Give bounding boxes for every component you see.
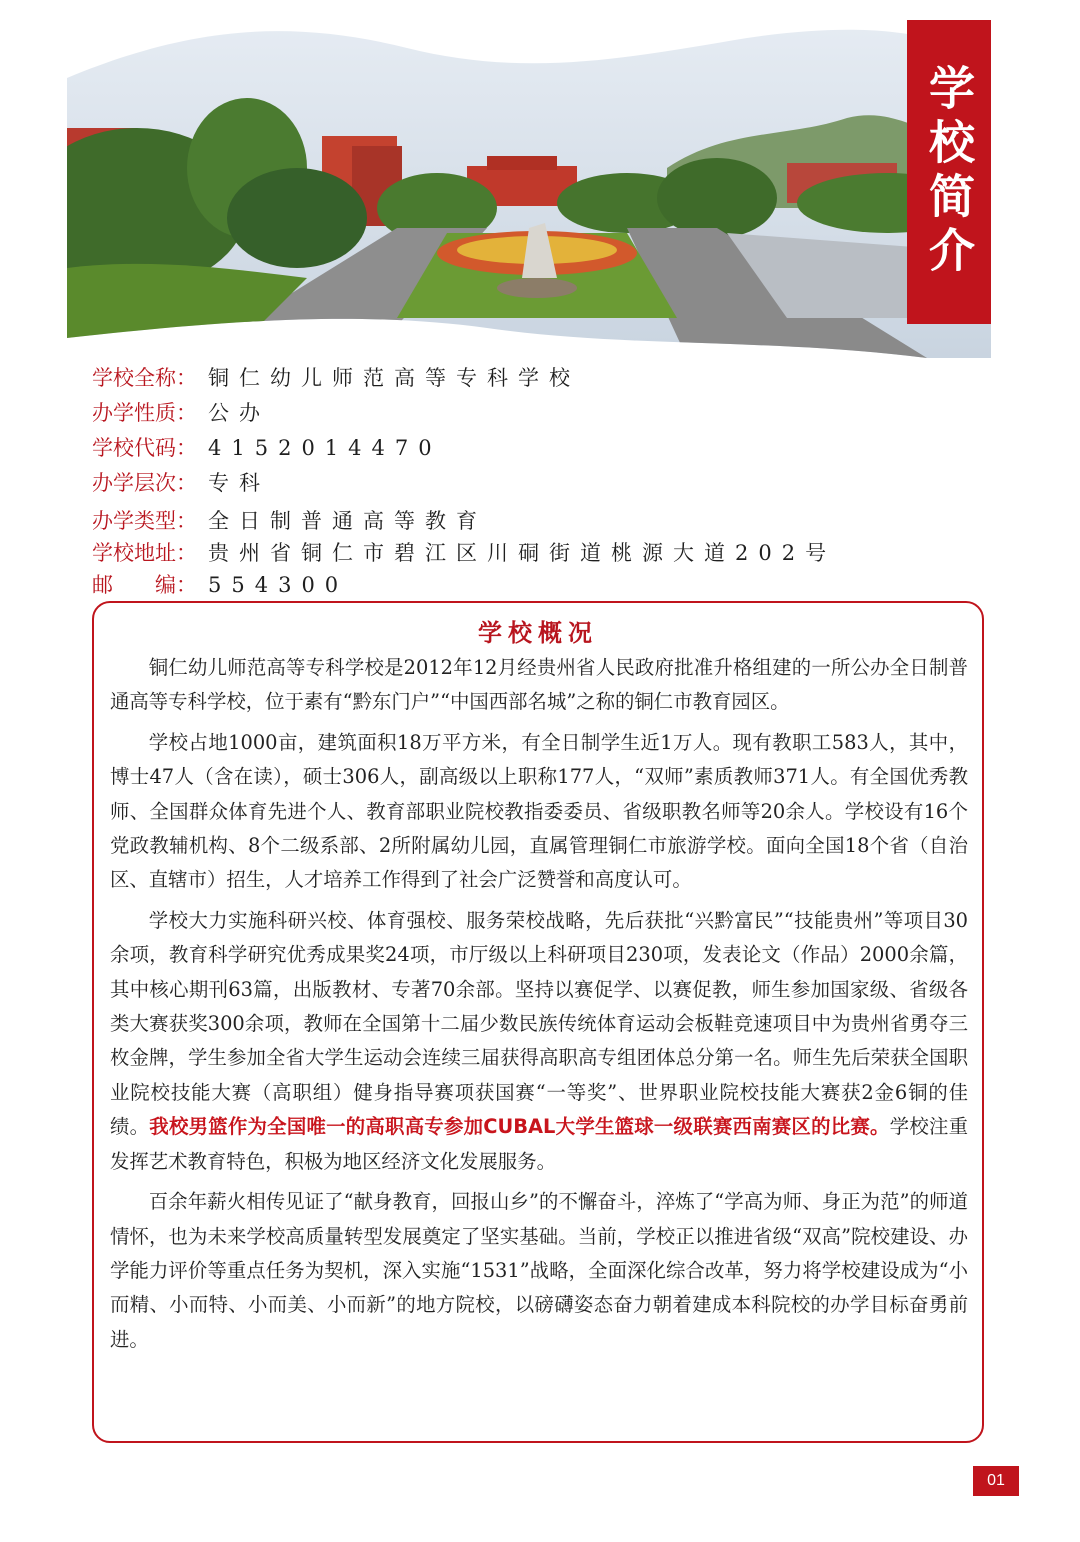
- info-label: 办学层次：: [92, 471, 197, 495]
- campus-photo: [67, 18, 991, 358]
- info-value: 铜仁幼儿师范高等专科学校: [208, 366, 580, 390]
- section-title: 学校简介: [922, 64, 976, 280]
- info-label: 学校地址：: [92, 541, 197, 565]
- overview-paragraph-1: 铜仁幼儿师范高等专科学校是2012年12月经贵州省人民政府批准升格组建的一所公办全日制普通高等专科学校，位于素有“黔东门户”“中国西部名城”之称的铜仁市教育园区。: [110, 656, 968, 714]
- info-label: 邮 编：: [92, 573, 197, 597]
- campus-photo-icon: [67, 18, 991, 358]
- info-label: 办学性质：: [92, 401, 197, 425]
- info-row-full-name: [92, 362, 580, 392]
- overview-panel: [92, 601, 984, 1443]
- overview-title: 学校概况: [478, 619, 598, 647]
- info-value: 全日制普通高等教育: [208, 509, 487, 533]
- info-value: 贵州省铜仁市碧江区川硐街道桃源大道202号: [208, 541, 837, 565]
- page-number: 01: [973, 1466, 1019, 1496]
- info-row-address: [92, 537, 836, 567]
- info-row-code: [92, 432, 442, 462]
- overview-body: [110, 651, 968, 1363]
- overview-paragraph-2: 学校占地1000亩，建筑面积18万平方米，有全日制学生近1万人。现有教职工583人，其中，博士47人（含在读），硕士306人，副高级以上职称177人，“双师”素质教师371人。有全国优秀教师、全国群众体育先进个人、教育部职业院校教指委委员、省级职教名师等20余人。学校设有16个党政教辅机构、8个二级系部、2所附属幼儿园，直属管理铜仁市旅游学校。面向全国18个省（自治区、直辖市）招生，人才培养工作得到了社会广泛赞誉和高度认可。: [110, 730, 968, 892]
- paragraph-text: 学校大力实施科研兴校、体育强校、服务荣校战略，先后获批“兴黔富民”“技能贵州”等项目30余项，教育科学研究优秀成果奖24项，市厅级以上科研项目230项，发表论文（作品）2000余篇，其中核心期刊63篇，出版教材、专著70余部。坚持以赛促学、以赛促教，师生参加国家级、省级各类大赛获奖300余项，教师在全国第十二届少数民族传统体育运动会板鞋竞速项目中为贵州省勇夺三枚金牌，学生参加全省大学生运动会连续三届获得高职高专组团体总分第一名。师生先后荣获全国职业院校技能大赛（高职组）健身指导赛项获国赛“一等奖”、世界职业院校技能大赛获2金6铜的佳绩。: [110, 908, 968, 1139]
- info-label: 学校全称：: [92, 366, 197, 390]
- info-value: 4152014470: [208, 436, 442, 460]
- info-value: 554300: [208, 573, 349, 597]
- info-row-nature: [92, 397, 270, 427]
- info-label: 学校代码：: [92, 436, 197, 460]
- info-row-postcode: [92, 569, 348, 599]
- overview-paragraph-4: 百余年薪火相传见证了“献身教育，回报山乡”的不懈奋斗，淬炼了“学高为师、身正为范”的师道情怀，也为未来学校高质量转型发展奠定了坚实基础。当前，学校正以推进省级“双高”院校建设、办学能力评价等重点任务为契机，深入实施“1531”战略，全面深化综合改革，努力将学校建设成为“小而精、小而特、小而美、小而新”的地方院校，以磅礴姿态奋力朝着建成本科院校的办学目标奋勇前进。: [110, 1190, 968, 1351]
- info-value: 专科: [208, 471, 270, 495]
- info-row-level: [92, 467, 270, 497]
- overview-paragraph-3: [110, 904, 968, 1179]
- highlight-text: 我校男篮作为全国唯一的高职高专参加CUBAL大学生篮球一级联赛西南赛区的比赛。: [149, 1115, 890, 1139]
- paragraph-text: 学校注重发挥艺术教育特色，积极为地区经济文化发展服务。: [110, 1115, 969, 1173]
- section-title-tab: [907, 20, 991, 324]
- info-label: 办学类型：: [92, 509, 197, 533]
- info-value: 公办: [208, 401, 270, 425]
- info-row-type: [92, 505, 487, 535]
